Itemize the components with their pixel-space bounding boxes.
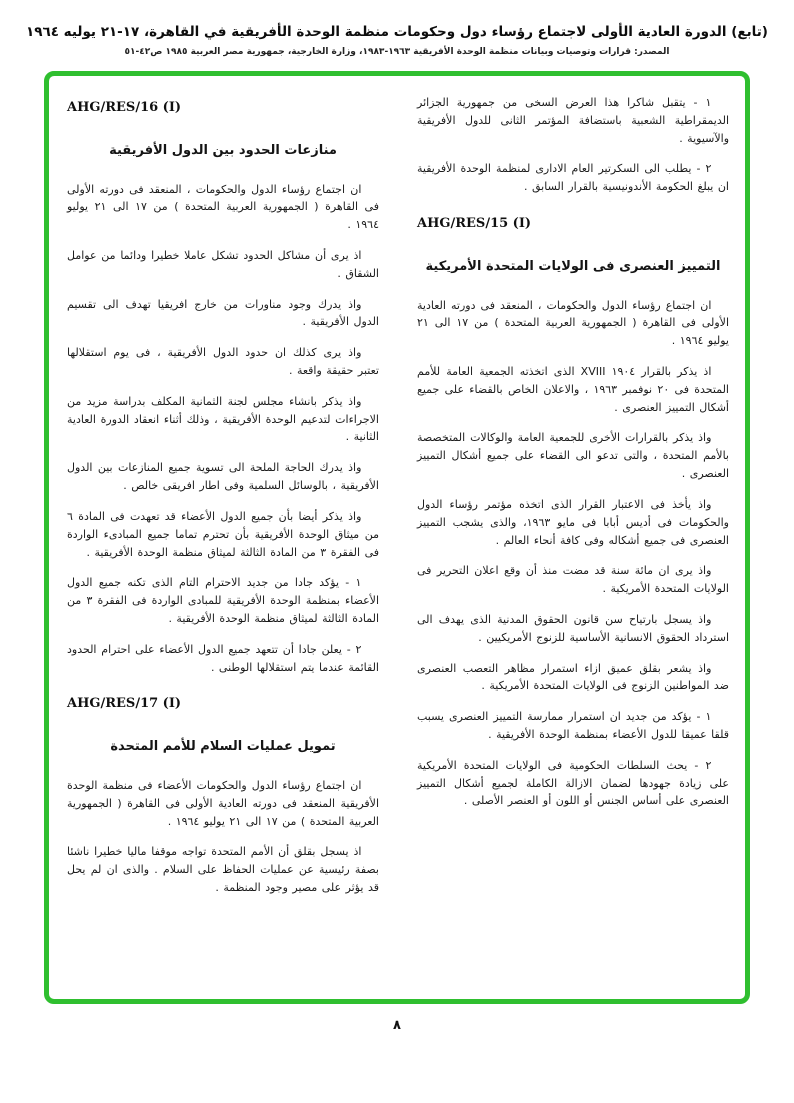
resolution-title-racial-discrimination: التمييز العنصرى فى الولايات المتحدة الأمريكية: [425, 259, 721, 275]
paragraph: اذ يذكر بالقرار ١٩٠٤ XVIII الذى اتخذته الجمعية العامة للأمم المتحدة فى ٢٠ نوفمبر ١٩٦٣ ، والاعلان الخاص بالقضاء على جميع أشكال التمييز العنصرى .: [417, 365, 729, 414]
paragraph: واذ يدرك الحاجة الملحة الى تسوية جميع المنازعات بين الدول الأفريقية ، بالوسائل السلمية وفى اطار افريقى خالص .: [67, 461, 379, 493]
left-column: [67, 94, 379, 985]
paragraph: واذ يرى كذلك ان حدود الدول الأفريقية ، فى يوم استقلالها تعتبر حقيقة واقعة .: [67, 346, 379, 377]
paragraph: ١ - يتقبل شاكرا هذا العرض السخى من جمهورية الجزائر الديمقراطية الشعبية باستضافة المؤتمر الثانى للدول الأفريقية والآسيوية .: [417, 96, 729, 145]
paragraph: اذ يسجل بقلق أن الأمم المتحدة تواجه موقفا ماليا خطيرا ناشئا بصفة رئيسية عن عمليات الحفاظ على السلام . والذى ان لم يحل قد يؤثر على مصير وجود المنظمة .: [67, 845, 379, 894]
paragraph: واذ يسجل بارتياح سن قانون الحقوق المدنية الذى يهدف الى استرداد الحقوق الانسانية الأساسية للزنوج الأمريكيين .: [417, 612, 729, 644]
paragraph: ١ - يؤكد جادا من جديد الاحترام التام الذى تكنه جميع الدول الأعضاء بمنظمة الوحدة الأفريقية للمبادى الواردة فى الفقرة ٣ من المادة الثالثة لميثاق منظمة الوحدة الأفريقية .: [67, 576, 380, 625]
paragraph: ٢ - يحث السلطات الحكومية فى الولايات المتحدة الأمريكية على زيادة جهودها لضمان الازالة الكاملة لجميع أشكال التمييز العنصرى على أساس الجنس أو اللون أو العنصر الأصلى .: [417, 758, 729, 808]
paragraph: ان اجتماع رؤساء الدول والحكومات ، المنعقد فى دورته الأولى فى القاهرة ( الجمهورية العربية المتحدة ) من ١٧ الى ٢١ يوليو ١٩٦٤ .: [67, 182, 379, 232]
paragraph: واذ يأخذ فى الاعتبار القرار الذى اتخذه مؤتمر رؤساء الدول والحكومات فى أديس أبابا فى مايو ١٩٦٣، والذى يشجب التمييز العنصرى فى جميع أشكاله وفى كافة أنحاء العالم .: [417, 497, 729, 547]
resolution-code-16: AHG/RES/16 (I): [67, 100, 182, 115]
paragraph: واذ يذكر بالقرارات الأخرى للجمعية العامة والوكالات المتخصصة بالأمم المتحدة ، والتى تدعو الى القضاء على جميع أشكال التمييز العنصرى .: [417, 431, 729, 481]
resolution-code-15: AHG/RES/15 (I): [417, 216, 532, 232]
paragraph: اذ يرى أن مشاكل الحدود تشكل عاملا خطيرا ودائما من عوامل الشقاق .: [67, 248, 379, 280]
page-footer: [0, 1014, 794, 1033]
header-source-line: المصدر: قرارات وتوصيات وبيانات منظمة الوحدة الأفريقية ١٩٦٣-١٩٨٣، وزارة الخارجية، جمهورية مصر العربية ١٩٨٥ ص٤٢-٥١: [124, 47, 670, 57]
text-columns: [67, 94, 729, 985]
document-header: [0, 0, 794, 57]
paragraph: ان اجتماع رؤساء الدول والحكومات ، المنعقد فى دورته العادية الأولى فى القاهرة ( الجمهورية العربية المتحدة ) من ١٧ الى ٢١ يوليو ١٩٦٤ .: [417, 298, 729, 348]
header-title: (تابع) الدورة العادية الأولى لاجتماع رؤساء دول وحكومات منظمة الوحدة الأفريقية في القاهرة، ١٧-٢١ يوليه ١٩٦٤: [26, 24, 768, 40]
paragraph: واذ يرى ان مائة سنة قد مضت منذ أن وقع اعلان التحرير فى الولايات المتحدة الأمريكية .: [417, 564, 729, 596]
resolution-code-17: AHG/RES/17 (I): [67, 696, 182, 712]
resolution-title-peace-financing: تمويل عمليات السلام للأمم المتحدة: [110, 739, 336, 755]
paragraph: ٢ - يطلب الى السكرتير العام الادارى لمنظمة الوحدة الأفريقية ان يبلغ الحكومة الأندونيسية بالقرار السابق .: [417, 162, 729, 194]
paragraph: واذ يذكر أيضا بأن جميع الدول الأعضاء قد تعهدت فى المادة ٦ من ميثاق الوحدة الأفريقية بأن تحترم تماما جميع المبادىء الواردة فى الفقرة ٣ من المادة الثالثة لميثاق منظمة الوحدة الأفريقية .: [67, 509, 379, 559]
right-column: [417, 94, 729, 985]
paragraph: ١ - يؤكد من جديد ان استمرار ممارسة التمييز العنصرى يسبب قلقا عميقا للدول الأعضاء بمنظمة الوحدة الأفريقية .: [417, 710, 729, 741]
paragraph: واذ يشعر بقلق عميق ازاء استمرار مظاهر التعصب العنصرى ضد المواطنين الزنوج فى الولايات المتحدة الأمريكية .: [417, 661, 729, 693]
page-number: ٨: [393, 1018, 401, 1033]
green-frame: [44, 71, 750, 1004]
paragraph: ان اجتماع رؤساء الدول والحكومات الأعضاء فى منظمة الوحدة الأفريقية المنعقد فى دورته العادية الأولى فى القاهرة ( الجمهورية العربية المتحدة ) من ١٧ الى ٢١ يوليو ١٩٦٤ .: [67, 778, 379, 828]
paragraph: ٢ - يعلن جادا أن تتعهد جميع الدول الأعضاء على احترام الحدود القائمة عندما يتم استقلالها الوطنى .: [67, 642, 379, 674]
paragraph: واذ يذكر بانشاء مجلس لجنة الثمانية المكلف بدراسة مزيد من الاجراءات لتدعيم الوحدة الأفريقية ، وذلك أثناء انعقاد الدورة العادية الثانية .: [67, 394, 379, 444]
resolution-title-border-disputes: منازعات الحدود بين الدول الأفريقية: [109, 143, 337, 158]
paragraph: واذ يدرك وجود مناورات من خارج افريقيا تهدف الى تقسيم الدول الأفريقية .: [67, 297, 379, 329]
